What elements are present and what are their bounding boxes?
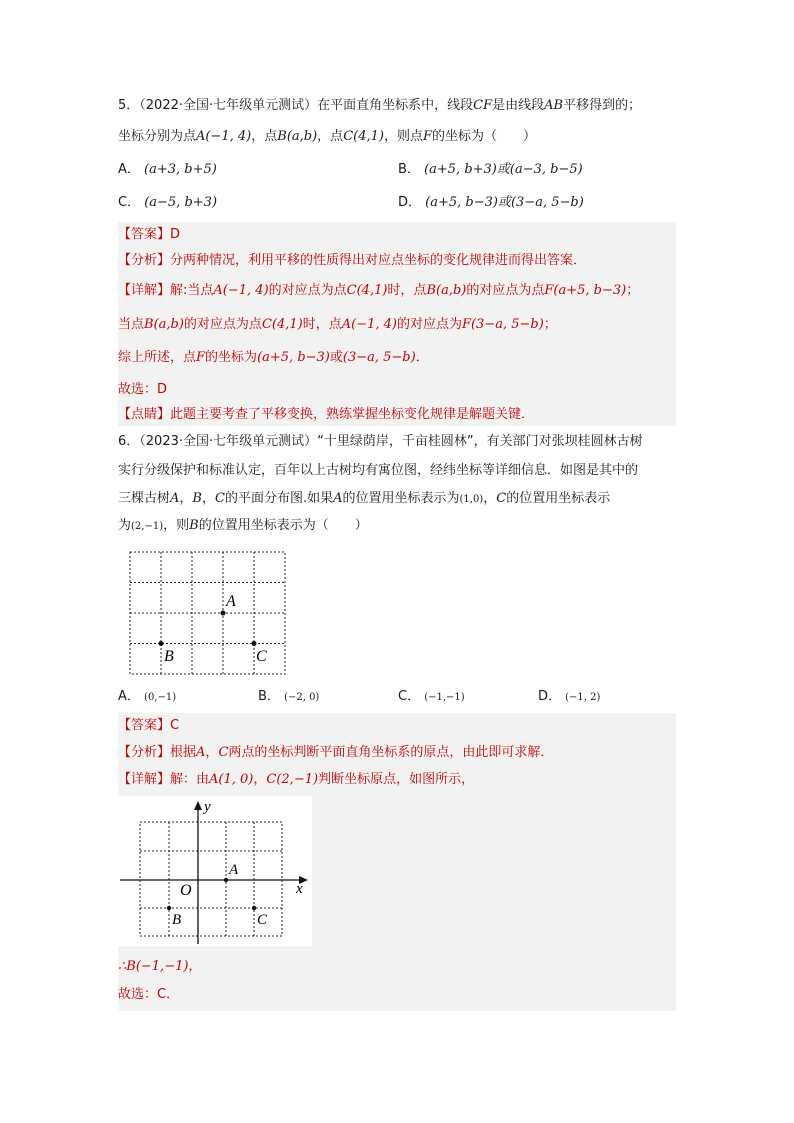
q5-source: （2022·全国·七年级单元测试） <box>139 98 318 113</box>
x-axis-label: x <box>296 881 303 897</box>
q5-option-a[interactable]: A． (a+3, b+5) <box>118 162 217 177</box>
axes-point-c <box>252 906 256 910</box>
tree-c-point <box>252 641 257 646</box>
q5-number: 5． <box>118 98 140 113</box>
q5-choose: 故选：D <box>118 382 168 397</box>
q6-choose: 故选：C． <box>118 987 180 1002</box>
tree-b-label: B <box>164 648 174 665</box>
q6-option-b[interactable]: B． (−2, 0) <box>258 689 320 704</box>
tree-b-point <box>159 641 164 646</box>
q6-option-d[interactable]: D． (−1, 2) <box>538 689 601 704</box>
q6-stem-line2: 实行分级保护和标准认定，百年以上古树均有寓位图，经纬坐标等详细信息．如图是其中的 <box>118 463 639 478</box>
grid-figure <box>120 548 292 680</box>
q5-answer: 【答案】D <box>118 227 181 242</box>
q5-detail-line2: 当点B(a,b)的对应点为点C(4,1)时，点A(−1, 4)的对应点为F(3−a, 5−b)； <box>118 317 557 332</box>
axes-b-label: B <box>172 912 182 928</box>
tree-a-label: A <box>226 593 236 610</box>
axes-point-b <box>167 906 171 910</box>
axes-c-label: C <box>257 912 268 928</box>
figure-background <box>118 796 312 946</box>
q6-option-c[interactable]: C． (−1,−1) <box>398 689 465 704</box>
q5-detail-line3: 综上所述，点F的坐标为(a+5, b−3)或(3−a, 5−b)． <box>118 350 429 365</box>
axes-figure <box>118 796 312 946</box>
q6-stem-line4: 为(2,−1)，则B的位置用坐标表示为（ ） <box>118 518 368 533</box>
q6-number: 6． <box>118 434 140 449</box>
q5-stem-line1: 5．（2022·全国·七年级单元测试）在平面直角坐标系中，线段CF是由线段AB平移得到的； <box>118 98 642 113</box>
tree-a-point <box>221 611 226 616</box>
q6-stem-line3: 三棵古树A，B，C的平面分布图.如果A的位置用坐标表示为(1,0)，C的位置用坐标表示 <box>118 491 611 506</box>
q5-option-c[interactable]: C． (a−5, b+3) <box>118 195 218 210</box>
q6-source: （2023·全国·七年级单元测试） <box>139 434 318 449</box>
q6-analysis: 【分析】根据A，C两点的坐标判断平面直角坐标系的原点，由此即可求解． <box>118 745 554 760</box>
q5-stem-line2: 坐标分别为点A(−1, 4)，点B(a,b)，点C(4,1)，则点F的坐标为（ ） <box>118 129 537 144</box>
tree-distribution-grid <box>120 548 292 680</box>
q5-option-d[interactable]: D． (a+5, b−3)或(3−a, 5−b) <box>398 195 584 210</box>
tree-c-label: C <box>256 648 267 665</box>
q6-detail: 【详解】解：由A(1, 0)，C(2,−1)判断坐标原点，如图所示， <box>118 772 475 787</box>
q5-option-b[interactable]: B． (a+5, b+3)或(a−3, b−5) <box>398 162 583 177</box>
origin-label: O <box>180 882 192 899</box>
axes-a-label: A <box>229 862 239 878</box>
q6-stem-line1: 6．（2023·全国·七年级单元测试）“十里绿荫岸，千亩桂圆林”，有关部门对张坝桂圆林古树 <box>118 434 643 449</box>
q5-comment: 【点睛】此题主要考查了平移变换，熟练掌握坐标变化规律是解题关键． <box>118 407 535 422</box>
q6-answer: 【答案】C <box>118 718 180 733</box>
q5-analysis: 【分析】分两种情况，利用平移的性质得出对应点坐标的变化规律进而得出答案． <box>118 253 587 268</box>
q6-option-a[interactable]: A． (0,−1) <box>118 689 177 704</box>
q5-detail-line1: 【详解】解:当点A(−1, 4)的对应点为点C(4,1)时，点B(a,b)的对应点为点F(a+5, b−3)； <box>118 283 640 298</box>
y-axis-label: y <box>204 799 211 815</box>
axes-point-a <box>224 878 228 882</box>
coordinate-axes-figure <box>118 796 312 946</box>
q6-result: ∴B(−1,−1)， <box>118 959 202 974</box>
